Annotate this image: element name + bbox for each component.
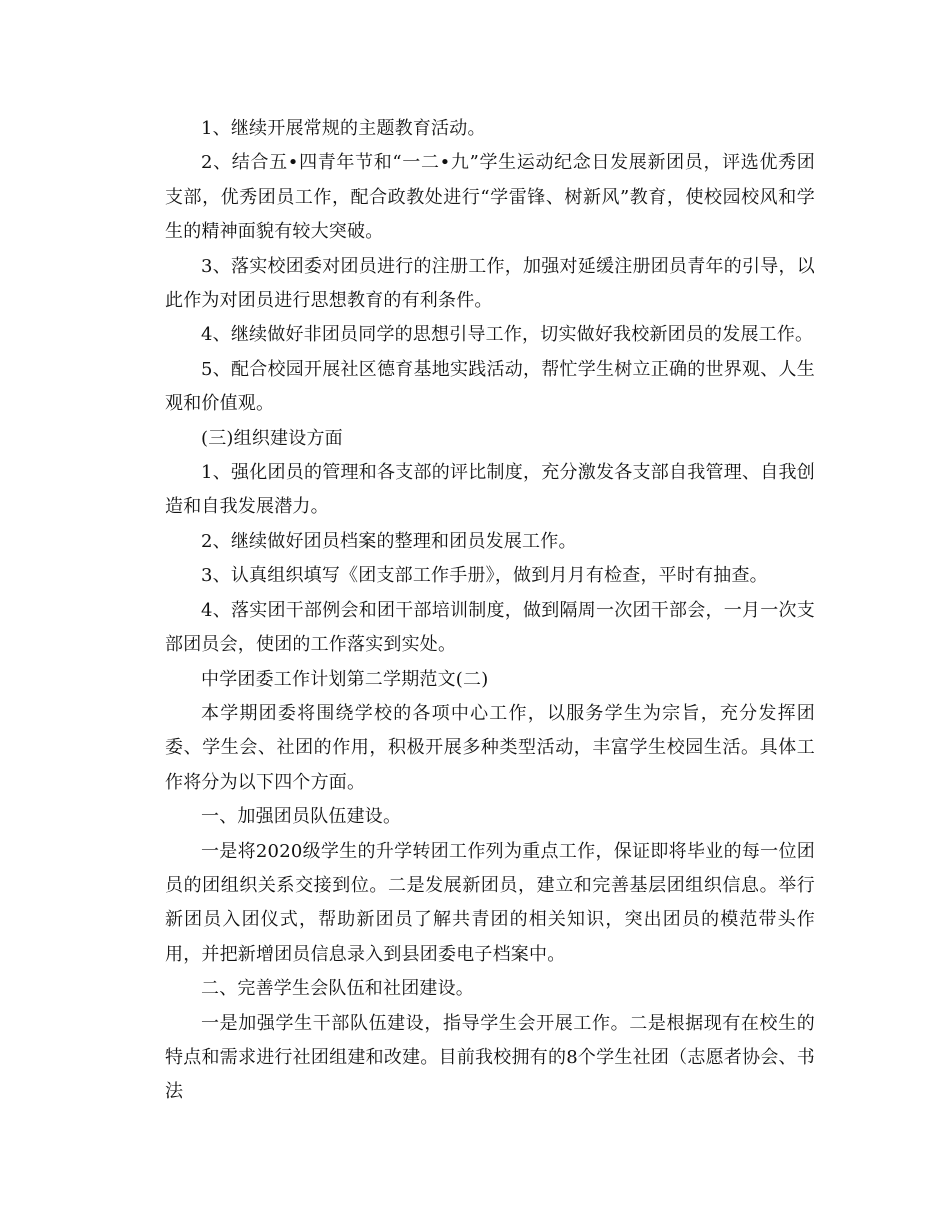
- paragraph-11: 一是将2020级学生的升学转团工作列为重点工作，保证即将毕业的每一位团员的团组织关系交接到位。二是发展新团员，建立和完善基层团组织信息。举行新团员入团仪式，帮助新团员了解共青团的相关知识，突出团员的模范带头作用，并把新增团员信息录入到县团委电子档案中。: [165, 840, 815, 965]
- section-heading-organization: (三)组织建设方面: [201, 427, 343, 449]
- paragraph-8: 3、认真组织填写《团支部工作手册》，做到月月有检查，平时有抽查。: [201, 565, 768, 587]
- document-body: [165, 112, 815, 1110]
- paragraph-3: 3、落实校团委对团员进行的注册工作，加强对延缓注册团员青年的引导，以此作为对团员进行思想教育的有利条件。: [165, 255, 815, 312]
- section-heading-1: 一、加强团员队伍建设。: [201, 806, 402, 828]
- paragraph-9: 4、落实团干部例会和团干部培训制度，做到隔周一次团干部会，一月一次支部团员会，使团的工作落实到实处。: [165, 599, 815, 656]
- article-title-2: 中学团委工作计划第二学期范文(二): [201, 668, 489, 690]
- paragraph-1: 1、继续开展常规的主题教育活动。: [201, 118, 486, 139]
- paragraph-12: 一是加强学生干部队伍建设，指导学生会开展工作。二是根据现有在校生的特点和需求进行社团组建和改建。目前我校拥有的8个学生社团（志愿者协会、书法: [165, 1012, 815, 1103]
- paragraph-6: 1、强化团员的管理和各支部的评比制度，充分激发各支部自我管理、自我创造和自我发展潜力。: [165, 462, 815, 518]
- paragraph-4: 4、继续做好非团员同学的思想引导工作，切实做好我校新团员的发展工作。: [201, 324, 814, 346]
- paragraph-5: 5、配合校园开展社区德育基地实践活动，帮忙学生树立正确的世界观、人生观和价值观。: [165, 358, 815, 415]
- paragraph-10: 本学期团委将围绕学校的各项中心工作，以服务学生为宗旨，充分发挥团委、学生会、社团的作用，积极开展多种类型活动，丰富学生校园生活。具体工作将分为以下四个方面。: [165, 702, 815, 793]
- paragraph-2: 2、结合五•四青年节和“一二•九”学生运动纪念日发展新团员，评选优秀团支部，优秀团员工作，配合政教处进行“学雷锋、树新风”教育，使校园校风和学生的精神面貌有较大突破。: [165, 152, 815, 243]
- paragraph-7: 2、继续做好团员档案的整理和团员发展工作。: [201, 530, 577, 552]
- section-heading-2: 二、完善学生会队伍和社团建设。: [201, 978, 474, 1000]
